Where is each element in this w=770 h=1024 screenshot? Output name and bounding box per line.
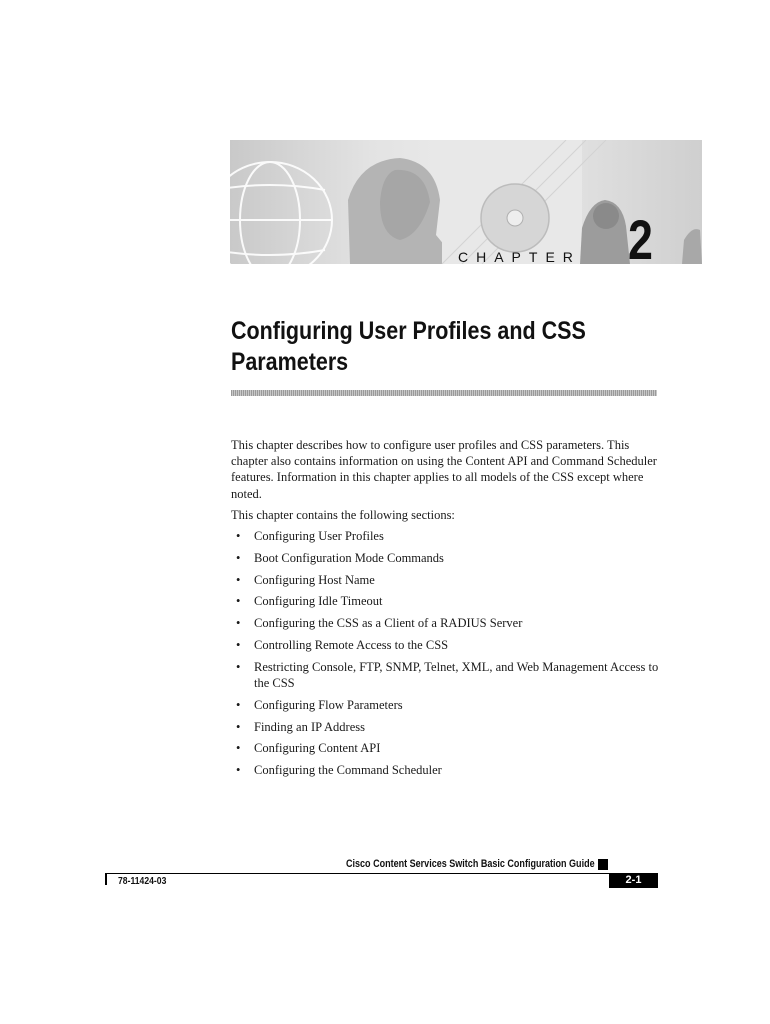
bullet: • xyxy=(236,529,241,544)
chapter-title: Configuring User Profiles and CSS Parameters xyxy=(231,317,586,376)
bullet: • xyxy=(236,659,241,674)
section-link: Configuring the Command Scheduler xyxy=(254,763,442,778)
section-link: Boot Configuration Mode Commands xyxy=(254,550,444,565)
section-link: Configuring the CSS as a Client of a RADIUS Server xyxy=(254,616,523,631)
chapter-body xyxy=(231,437,661,784)
list-item xyxy=(231,740,661,756)
bullet: • xyxy=(236,550,241,565)
footer-doc-number: 78-11424-03 xyxy=(118,875,167,887)
bullet: • xyxy=(236,719,241,734)
bullet: • xyxy=(236,697,241,712)
bullet: • xyxy=(236,763,241,778)
section-link: Configuring Content API xyxy=(254,741,381,756)
footer-tick xyxy=(105,873,107,885)
title-rule xyxy=(231,390,657,396)
section-link: Configuring User Profiles xyxy=(254,529,384,544)
section-link: Configuring Idle Timeout xyxy=(254,594,383,609)
footer-guide-title: Cisco Content Services Switch Basic Configuration Guide xyxy=(346,858,595,870)
section-link: Configuring Flow Parameters xyxy=(254,697,403,712)
list-item xyxy=(231,659,661,691)
bullet: • xyxy=(236,616,241,631)
list-item xyxy=(231,762,661,778)
chapter-label: CHAPTER xyxy=(458,249,581,265)
footer-rule xyxy=(105,873,658,874)
sections-list xyxy=(231,528,661,778)
section-link: Restricting Console, FTP, SNMP, Telnet, XML, and Web Management Access to the CSS xyxy=(254,659,659,690)
list-item xyxy=(231,550,661,566)
list-item xyxy=(231,593,661,609)
bullet: • xyxy=(236,638,241,652)
chapter-number: 2 xyxy=(628,208,653,271)
sections-lead: This chapter contains the following sections: xyxy=(231,507,455,522)
list-item xyxy=(231,697,661,713)
list-item xyxy=(231,719,661,735)
list-item xyxy=(231,615,661,631)
footer-page-number: 2-1 xyxy=(609,873,658,888)
section-link: Controlling Remote Access to the CSS xyxy=(254,638,449,652)
bullet: • xyxy=(236,741,241,756)
footer-marker xyxy=(598,859,608,870)
list-item xyxy=(231,637,661,653)
bullet: • xyxy=(236,594,241,609)
list-item xyxy=(231,528,661,544)
section-link: Configuring Host Name xyxy=(254,572,375,587)
section-link: Finding an IP Address xyxy=(254,719,365,734)
list-item xyxy=(231,572,661,588)
intro-paragraph: This chapter describes how to configure user profiles and CSS parameters. This chapter also contains information on using the Content API and Command Scheduler features. Information in this chapter applies to all models of the CSS except where noted. xyxy=(231,438,657,501)
bullet: • xyxy=(236,572,241,587)
